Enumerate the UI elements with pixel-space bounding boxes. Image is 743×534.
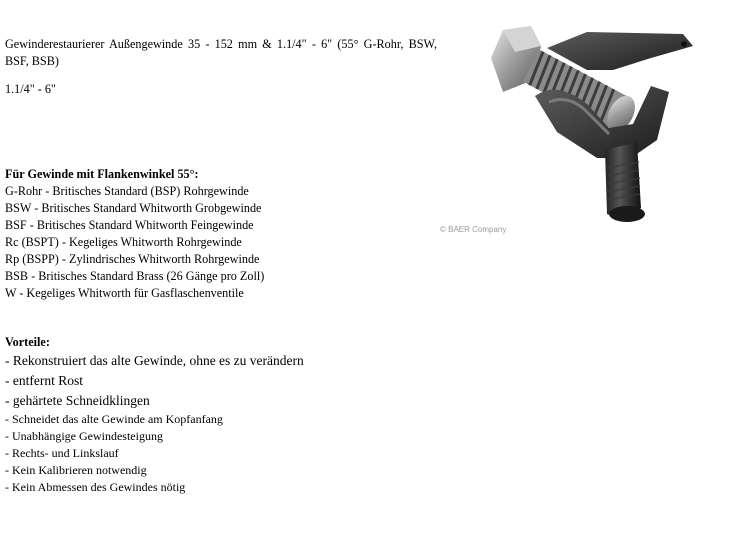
thread-types-list <box>5 183 437 302</box>
advantage-item: - Kein Abmessen des Gewindes nötig <box>5 480 186 494</box>
thread-restorer-tool-icon <box>437 0 743 240</box>
advantage-item: - Rechts- und Linkslauf <box>5 446 119 460</box>
product-photo <box>437 0 743 240</box>
advantage-item: - entfernt Rost <box>5 373 83 388</box>
thread-type-item: BSF - Britisches Standard Whitworth Feingewinde <box>5 218 254 232</box>
thread-types-heading: Für Gewinde mit Flankenwinkel 55°: <box>5 167 199 181</box>
advantages-list-small <box>5 411 437 496</box>
advantages-list-large <box>5 351 437 411</box>
thread-type-item: W - Kegeliges Whitworth für Gasflaschenventile <box>5 286 244 300</box>
advantage-item: - Unabhängige Gewindesteigung <box>5 429 163 443</box>
thread-type-item: BSW - Britisches Standard Whitworth Grobgewinde <box>5 201 262 215</box>
thread-type-item: Rp (BSPP) - Zylindrisches Whitworth Rohrgewinde <box>5 252 260 266</box>
thread-type-item: BSB - Britisches Standard Brass (26 Gänge pro Zoll) <box>5 269 265 283</box>
product-size: 1.1/4" - 6" <box>5 82 56 96</box>
advantage-item: - gehärtete Schneidklingen <box>5 393 150 408</box>
product-title: Gewinderestaurierer Außengewinde 35 - 152 mm & 1.1/4" - 6" (55° G-Rohr, BSW, BSF, BSB) <box>5 37 437 68</box>
thread-type-item: G-Rohr - Britisches Standard (BSP) Rohrgewinde <box>5 184 249 198</box>
thread-type-item: Rc (BSPT) - Kegeliges Whitworth Rohrgewinde <box>5 235 242 249</box>
advantage-item: - Rekonstruiert das alte Gewinde, ohne es zu verändern <box>5 353 304 368</box>
advantage-item: - Schneidet das alte Gewinde am Kopfanfang <box>5 412 223 426</box>
product-description <box>5 0 437 496</box>
advantages-heading: Vorteile: <box>5 335 50 349</box>
photo-credit: © BAER Company <box>440 225 507 234</box>
advantage-item: - Kein Kalibrieren notwendig <box>5 463 147 477</box>
